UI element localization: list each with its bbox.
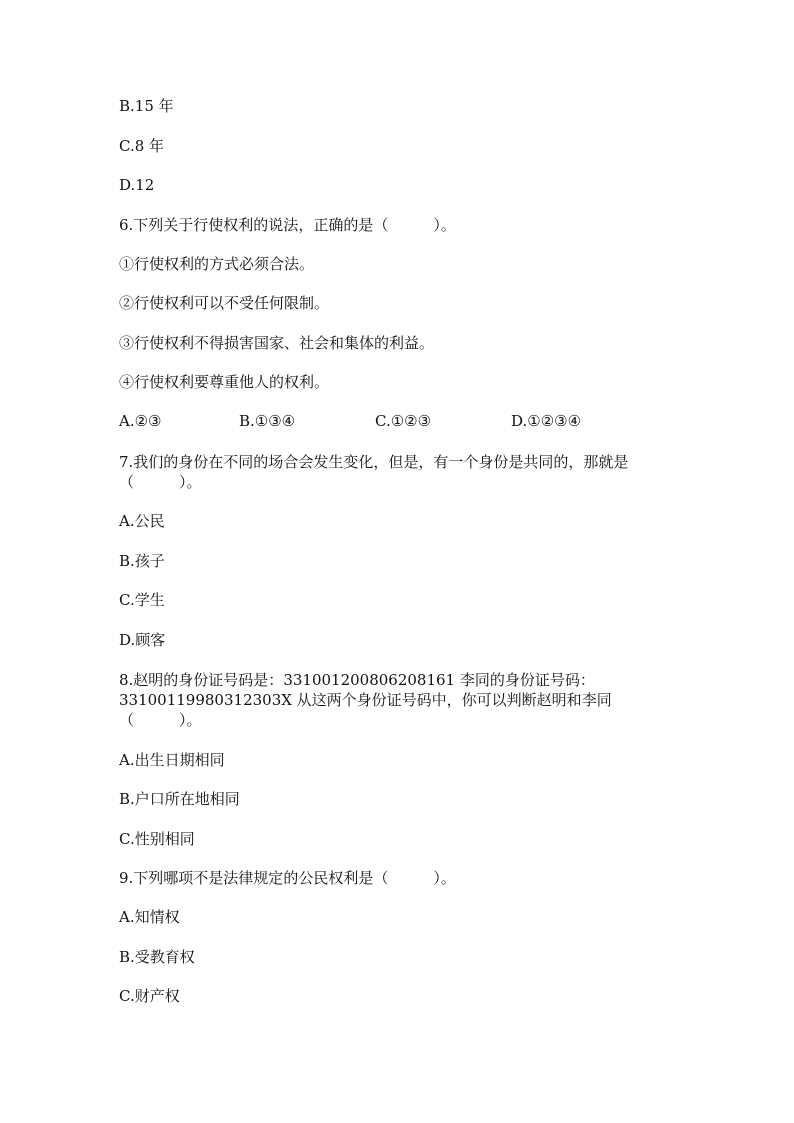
q6-statement-4: ④行使权利要尊重他人的权利。 <box>119 373 330 391</box>
q6-option-c: C.①②③ <box>375 412 432 430</box>
q6-statement-1: ①行使权利的方式必须合法。 <box>119 255 315 273</box>
q6-option-a: A.②③ <box>119 412 162 430</box>
q6-statement-3: ③行使权利不得损害国家、社会和集体的利益。 <box>119 334 435 352</box>
q7-stem-line-2: （ ）。 <box>119 473 202 491</box>
q7-option-a: A.公民 <box>119 512 165 530</box>
q9-option-c: C.财产权 <box>119 987 180 1005</box>
q5-option-b: B.15 年 <box>119 97 174 115</box>
q7-option-b: B.孩子 <box>119 552 165 570</box>
q6-options-row <box>119 412 679 432</box>
q7-stem-line-1: 7.我们的身份在不同的场合会发生变化，但是，有一个身份是共同的，那就是 <box>119 453 629 471</box>
q6-option-b: B.①③④ <box>239 412 296 430</box>
q6-statement-2: ②行使权利可以不受任何限制。 <box>119 294 330 312</box>
q9-option-b: B.受教育权 <box>119 948 195 966</box>
q8-option-a: A.出生日期相同 <box>119 751 225 769</box>
q8-option-b: B.户口所在地相同 <box>119 790 240 808</box>
q8-stem-line-2: 33100119980312303X 从这两个身份证号码中，你可以判断赵明和李同 <box>119 691 612 709</box>
q8-option-c: C.性别相同 <box>119 830 195 848</box>
q7-option-c: C.学生 <box>119 591 165 609</box>
q8-stem-line-3: （ ）。 <box>119 711 202 729</box>
q9-option-a: A.知情权 <box>119 908 180 926</box>
q5-option-c: C.8 年 <box>119 137 165 155</box>
q5-option-d: D.12 <box>119 176 155 194</box>
q6-option-d: D.①②③④ <box>511 412 582 430</box>
q6-stem: 6.下列关于行使权利的说法，正确的是（ ）。 <box>119 216 456 234</box>
q8-stem-line-1: 8.赵明的身份证号码是：331001200806208161 李同的身份证号码： <box>119 671 595 689</box>
q9-stem: 9.下列哪项不是法律规定的公民权利是（ ）。 <box>119 869 456 887</box>
q7-option-d: D.顾客 <box>119 631 166 649</box>
